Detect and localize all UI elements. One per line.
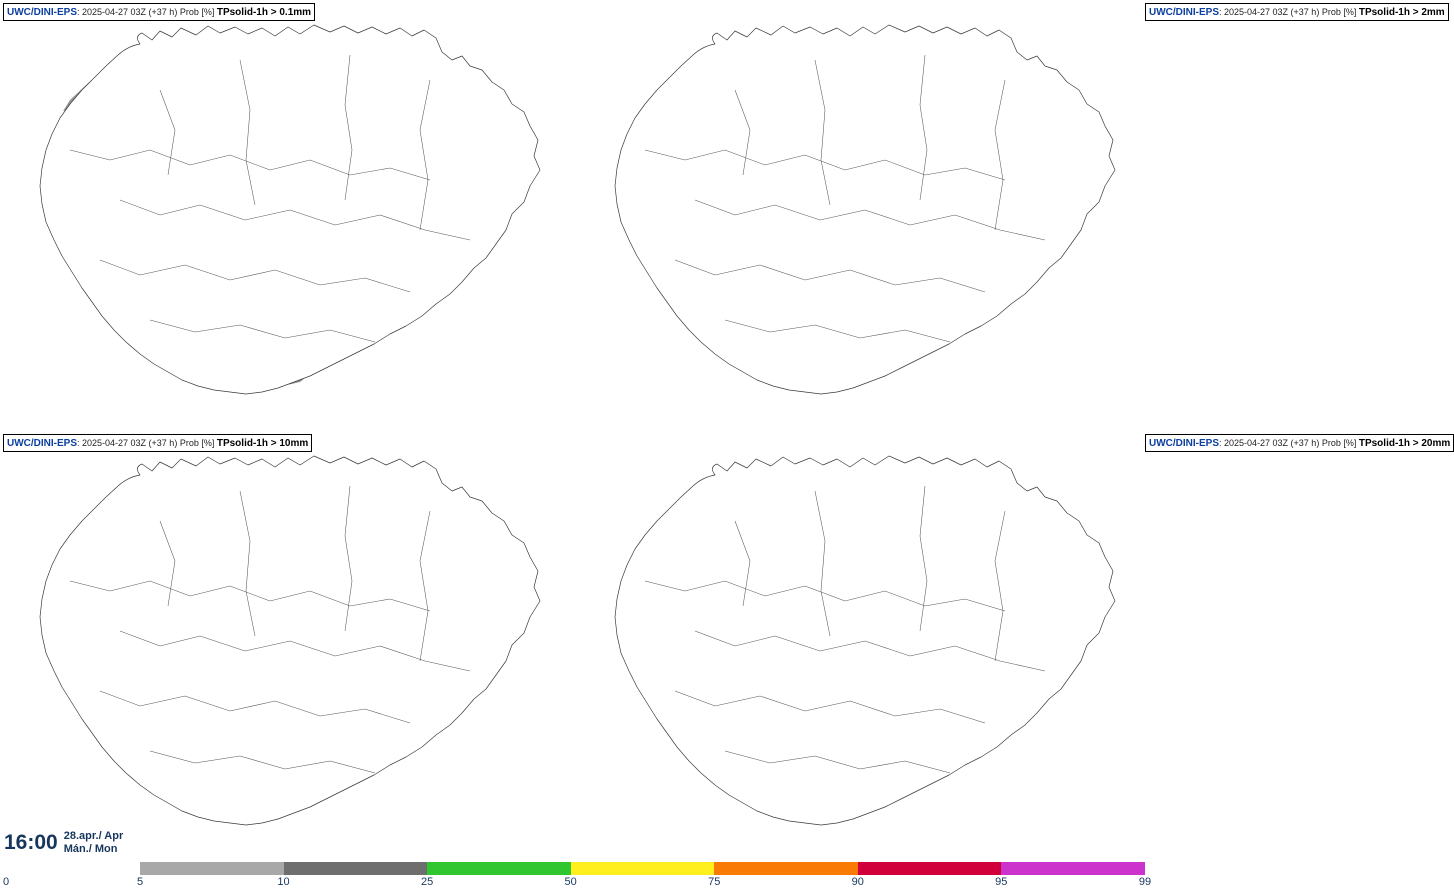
panel-title-2 [3,434,312,452]
colorbar-tick-label: 75 [708,876,721,888]
panel-model-label: UWC/DINI-EPS [1149,7,1219,18]
valid-date-line2: Mán./ Mon [63,843,118,855]
valid-time: 16:00 [4,831,58,854]
colorbar-tick-label: 99 [1138,876,1152,888]
colorbar-tick-label: 5 [136,876,144,888]
colorbar-segment [1001,862,1145,875]
colorbar-segment [427,862,571,875]
iceland-map-0 [0,0,575,431]
iceland-map-1 [575,0,1150,431]
panel-run-label: : 2025-04-27 03Z (+37 h) Prob [%] [77,438,217,448]
iceland-map-3 [575,431,1150,862]
map-canvas-1[interactable] [575,0,1150,431]
colorbar-segment [571,862,715,875]
footer [0,830,1152,891]
panel-model-label: UWC/DINI-EPS [1149,438,1219,449]
panel-title-3 [1145,434,1454,452]
panel-variable-label: TPsolid-1h > 20mm [1358,438,1451,449]
panel-variable-label: TPsolid-1h > 10mm [216,438,309,449]
colorbar-tick-label: 10 [277,876,290,888]
panel-title-0 [3,3,315,21]
colorbar-segment [714,862,858,875]
valid-date-line1: 28.apr./ Apr [63,830,124,842]
panel-model-label: UWC/DINI-EPS [7,7,77,18]
panel-run-label: : 2025-04-27 03Z (+37 h) Prob [%] [77,7,217,17]
map-canvas-0[interactable] [0,0,575,431]
map-panel-2[interactable] [0,431,575,862]
map-panel-0[interactable] [0,0,575,431]
panel-run-label: : 2025-04-27 03Z (+37 h) Prob [%] [1219,7,1359,17]
colorbar-segment [858,862,1002,875]
iceland-map-2 [0,431,575,862]
map-canvas-3[interactable] [575,431,1150,862]
map-canvas-2[interactable] [0,431,575,862]
map-panel-1[interactable] [575,0,1445,431]
valid-date [64,830,124,856]
panel-title-1 [1145,3,1449,21]
colorbar-min-label: 0 [3,876,10,888]
colorbar-strip [140,862,1145,875]
colorbar-segment [140,862,284,875]
colorbar-tick-label: 95 [995,876,1008,888]
colorbar-tick-label: 25 [421,876,434,888]
colorbar-tick-label: 90 [851,876,864,888]
panel-model-label: UWC/DINI-EPS [7,438,77,449]
panel-run-label: : 2025-04-27 03Z (+37 h) Prob [%] [1219,438,1359,448]
valid-time-block [4,830,123,856]
colorbar-segment [284,862,428,875]
map-panel-3[interactable] [575,431,1451,862]
panel-variable-label: TPsolid-1h > 2mm [1358,7,1445,18]
colorbar [3,862,1152,891]
colorbar-ticks [136,875,1152,891]
panel-variable-label: TPsolid-1h > 0.1mm [216,7,312,18]
colorbar-tick-label: 50 [564,876,577,888]
